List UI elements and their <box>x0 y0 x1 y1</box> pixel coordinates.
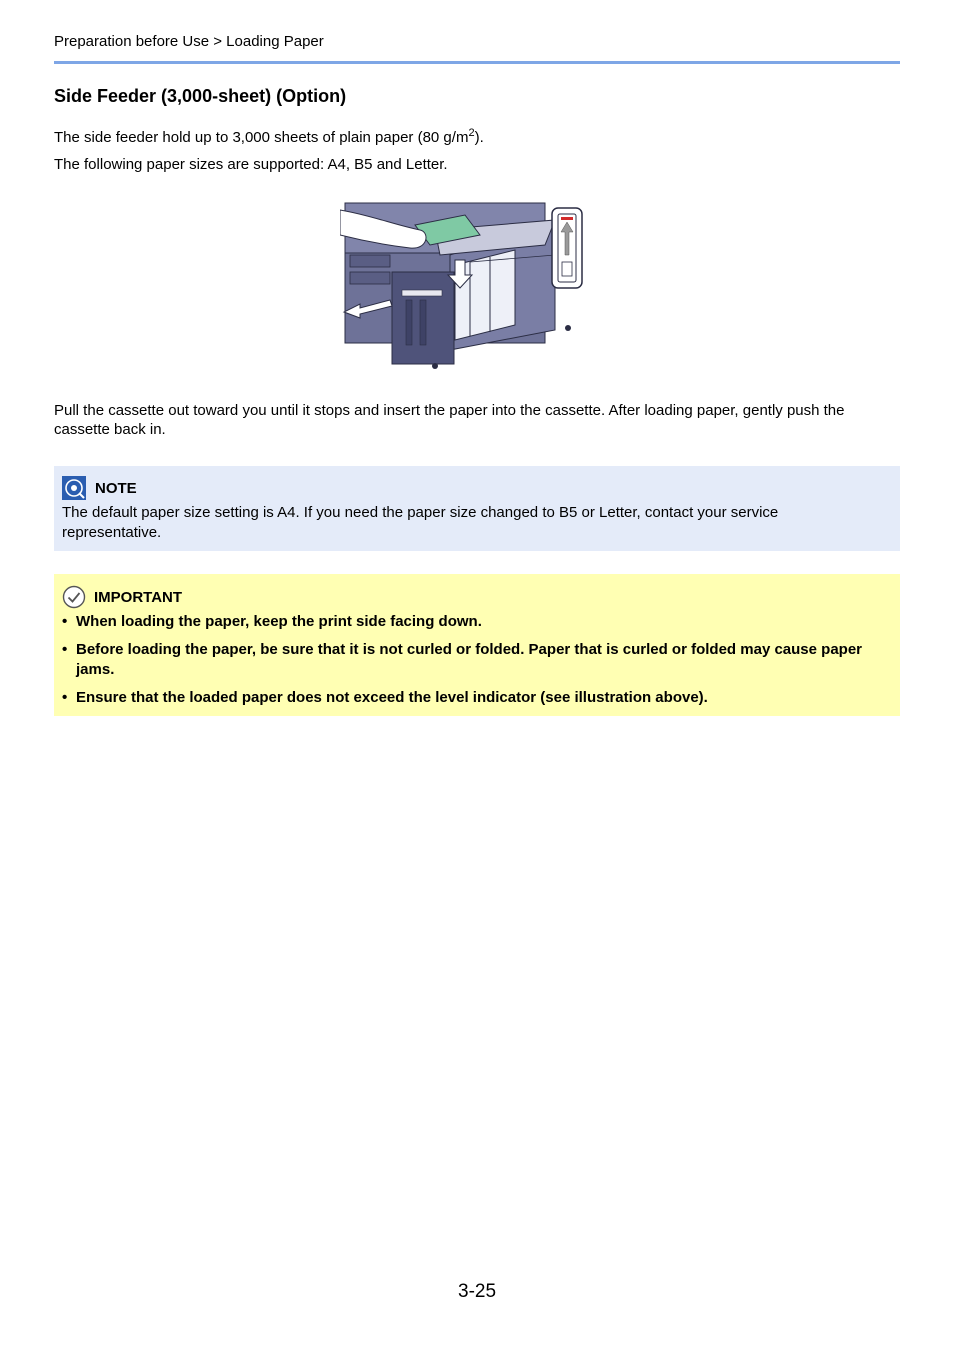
section-heading: Side Feeder (3,000-sheet) (Option) <box>54 86 347 106</box>
sizes-paragraph: The following paper sizes are supported: A4, B5 and Letter. <box>54 156 448 173</box>
capacity-text-end: ). <box>474 129 484 146</box>
list-item <box>54 612 876 632</box>
list-item-text: Ensure that the loaded paper does not exceed the level indicator (see illustration above). <box>76 689 708 706</box>
list-item <box>54 640 876 680</box>
header-divider <box>54 61 900 64</box>
note-title: NOTE <box>95 479 137 497</box>
bullet: • <box>62 613 68 630</box>
bullet: • <box>62 641 68 658</box>
important-list <box>54 612 900 716</box>
capacity-text: The side feeder hold up to 3,000 sheets of plain paper (80 g/m <box>54 129 469 146</box>
list-item <box>54 688 876 708</box>
note-box <box>54 466 900 551</box>
page-number: 3-25 <box>458 1281 497 1302</box>
note-header <box>62 476 137 500</box>
side-feeder-illustration <box>340 200 585 372</box>
instructions-paragraph: Pull the cassette out toward you until it stops and insert the paper into the cassette. After loading paper, gently push the cassette back in. <box>54 402 845 438</box>
important-header <box>62 585 182 609</box>
note-icon <box>62 476 86 500</box>
important-box <box>54 574 900 716</box>
breadcrumb: Preparation before Use > Loading Paper <box>54 33 324 50</box>
important-title: IMPORTANT <box>94 588 183 606</box>
capacity-paragraph <box>54 124 900 147</box>
bullet: • <box>62 689 68 706</box>
capacity-superscript: 2 <box>468 127 475 139</box>
list-item-text: When loading the paper, keep the print side facing down. <box>76 613 482 630</box>
checkmark-icon <box>62 585 86 609</box>
list-item-text: Before loading the paper, be sure that it is not curled or folded. Paper that is curled or folded may cause paper jams. <box>76 641 862 678</box>
note-text: The default paper size setting is A4. If you need the paper size changed to B5 or Letter, contact your service representative. <box>62 504 779 541</box>
